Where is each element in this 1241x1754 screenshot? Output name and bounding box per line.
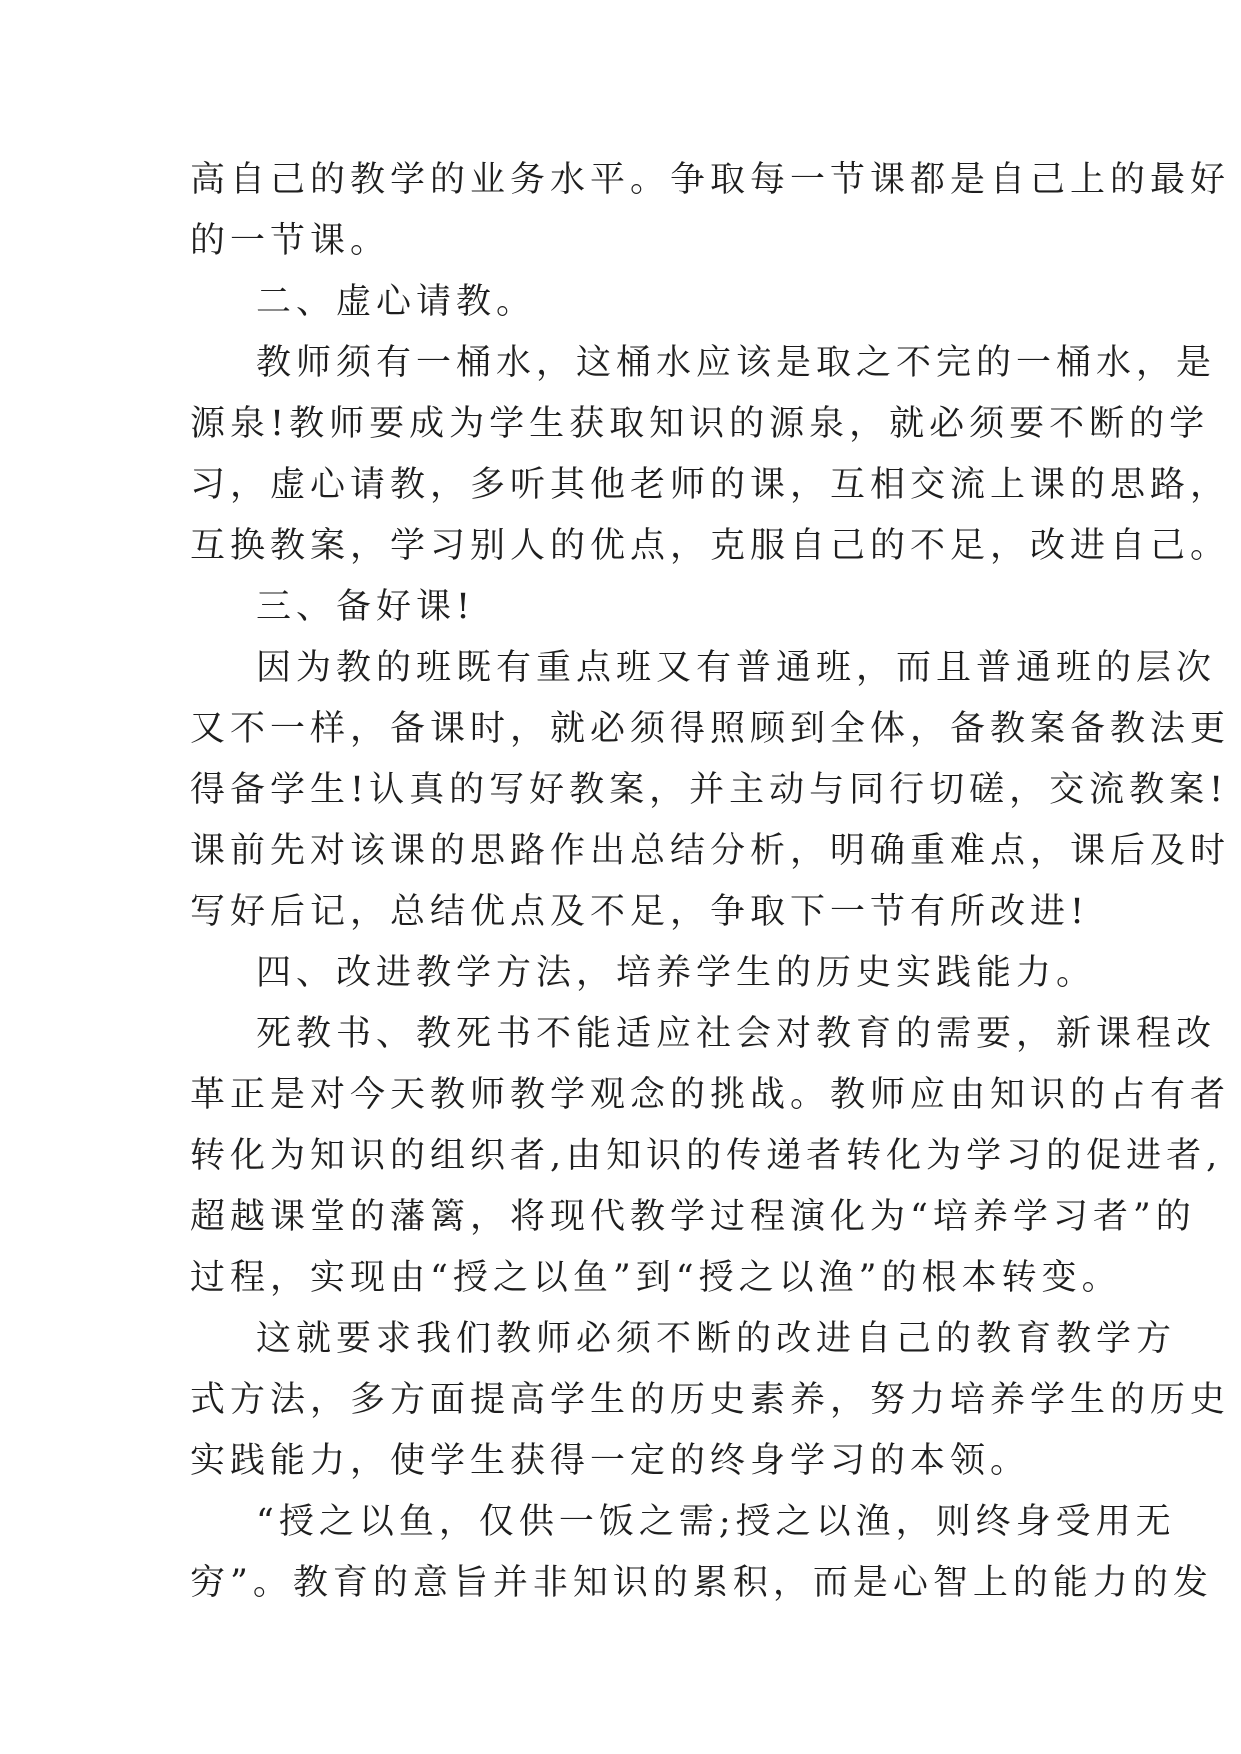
- text-line: 因为教的班既有重点班又有普通班，而且普通班的层次: [256, 648, 1217, 688]
- text-line: 死教书、教死书不能适应社会对教育的需要，新课程改: [256, 1014, 1217, 1054]
- text-line: 得备学生!认真的写好教案，并主动与同行切磋，交流教案!: [190, 770, 1229, 810]
- text-line: 教师须有一桶水，这桶水应该是取之不完的一桶水，是: [256, 343, 1217, 383]
- document-body: [190, 150, 1231, 1614]
- text-line: 的一节课。: [190, 221, 391, 261]
- text-line: 超越课堂的藩篱，将现代教学过程演化为“培养学习者”的: [190, 1197, 1196, 1237]
- text-line: 源泉!教师要成为学生获取知识的源泉，就必须要不断的学: [190, 404, 1210, 444]
- text-line: 互换教案，学习别人的优点，克服自己的不足，改进自己。: [190, 526, 1231, 566]
- text-line: 高自己的教学的业务水平。争取每一节课都是自己上的最好: [190, 160, 1231, 200]
- text-line: 习，虚心请教，多听其他老师的课，互相交流上课的思路，: [190, 465, 1231, 505]
- section-heading: 三、备好课!: [256, 587, 476, 627]
- text-line: 革正是对今天教师教学观念的挑战。教师应由知识的占有者: [190, 1075, 1231, 1115]
- text-line: 穷”。教育的意旨并非知识的累积，而是心智上的能力的发: [190, 1563, 1213, 1603]
- section-heading: 二、虚心请教。: [256, 282, 537, 322]
- text-line: 过程，实现由“授之以鱼”到“授之以渔”的根本转变。: [190, 1258, 1122, 1298]
- text-line: 转化为知识的组织者,由知识的传递者转化为学习的促进者,: [190, 1136, 1223, 1176]
- text-line: 写好后记，总结优点及不足，争取下一节有所改进!: [190, 892, 1090, 932]
- text-line: 又不一样，备课时，就必须得照顾到全体，备教案备教法更: [190, 709, 1231, 749]
- text-line: 实践能力，使学生获得一定的终身学习的本领。: [190, 1441, 1031, 1481]
- text-line: “授之以鱼，仅供一饭之需;授之以渔，则终身受用无: [256, 1502, 1176, 1542]
- text-line: 课前先对该课的思路作出总结分析，明确重难点，课后及时: [190, 831, 1231, 871]
- section-heading: 四、改进教学方法，培养学生的历史实践能力。: [256, 953, 1097, 993]
- text-line: 式方法，多方面提高学生的历史素养，努力培养学生的历史: [190, 1380, 1231, 1420]
- text-line: 这就要求我们教师必须不断的改进自己的教育教学方: [256, 1319, 1177, 1359]
